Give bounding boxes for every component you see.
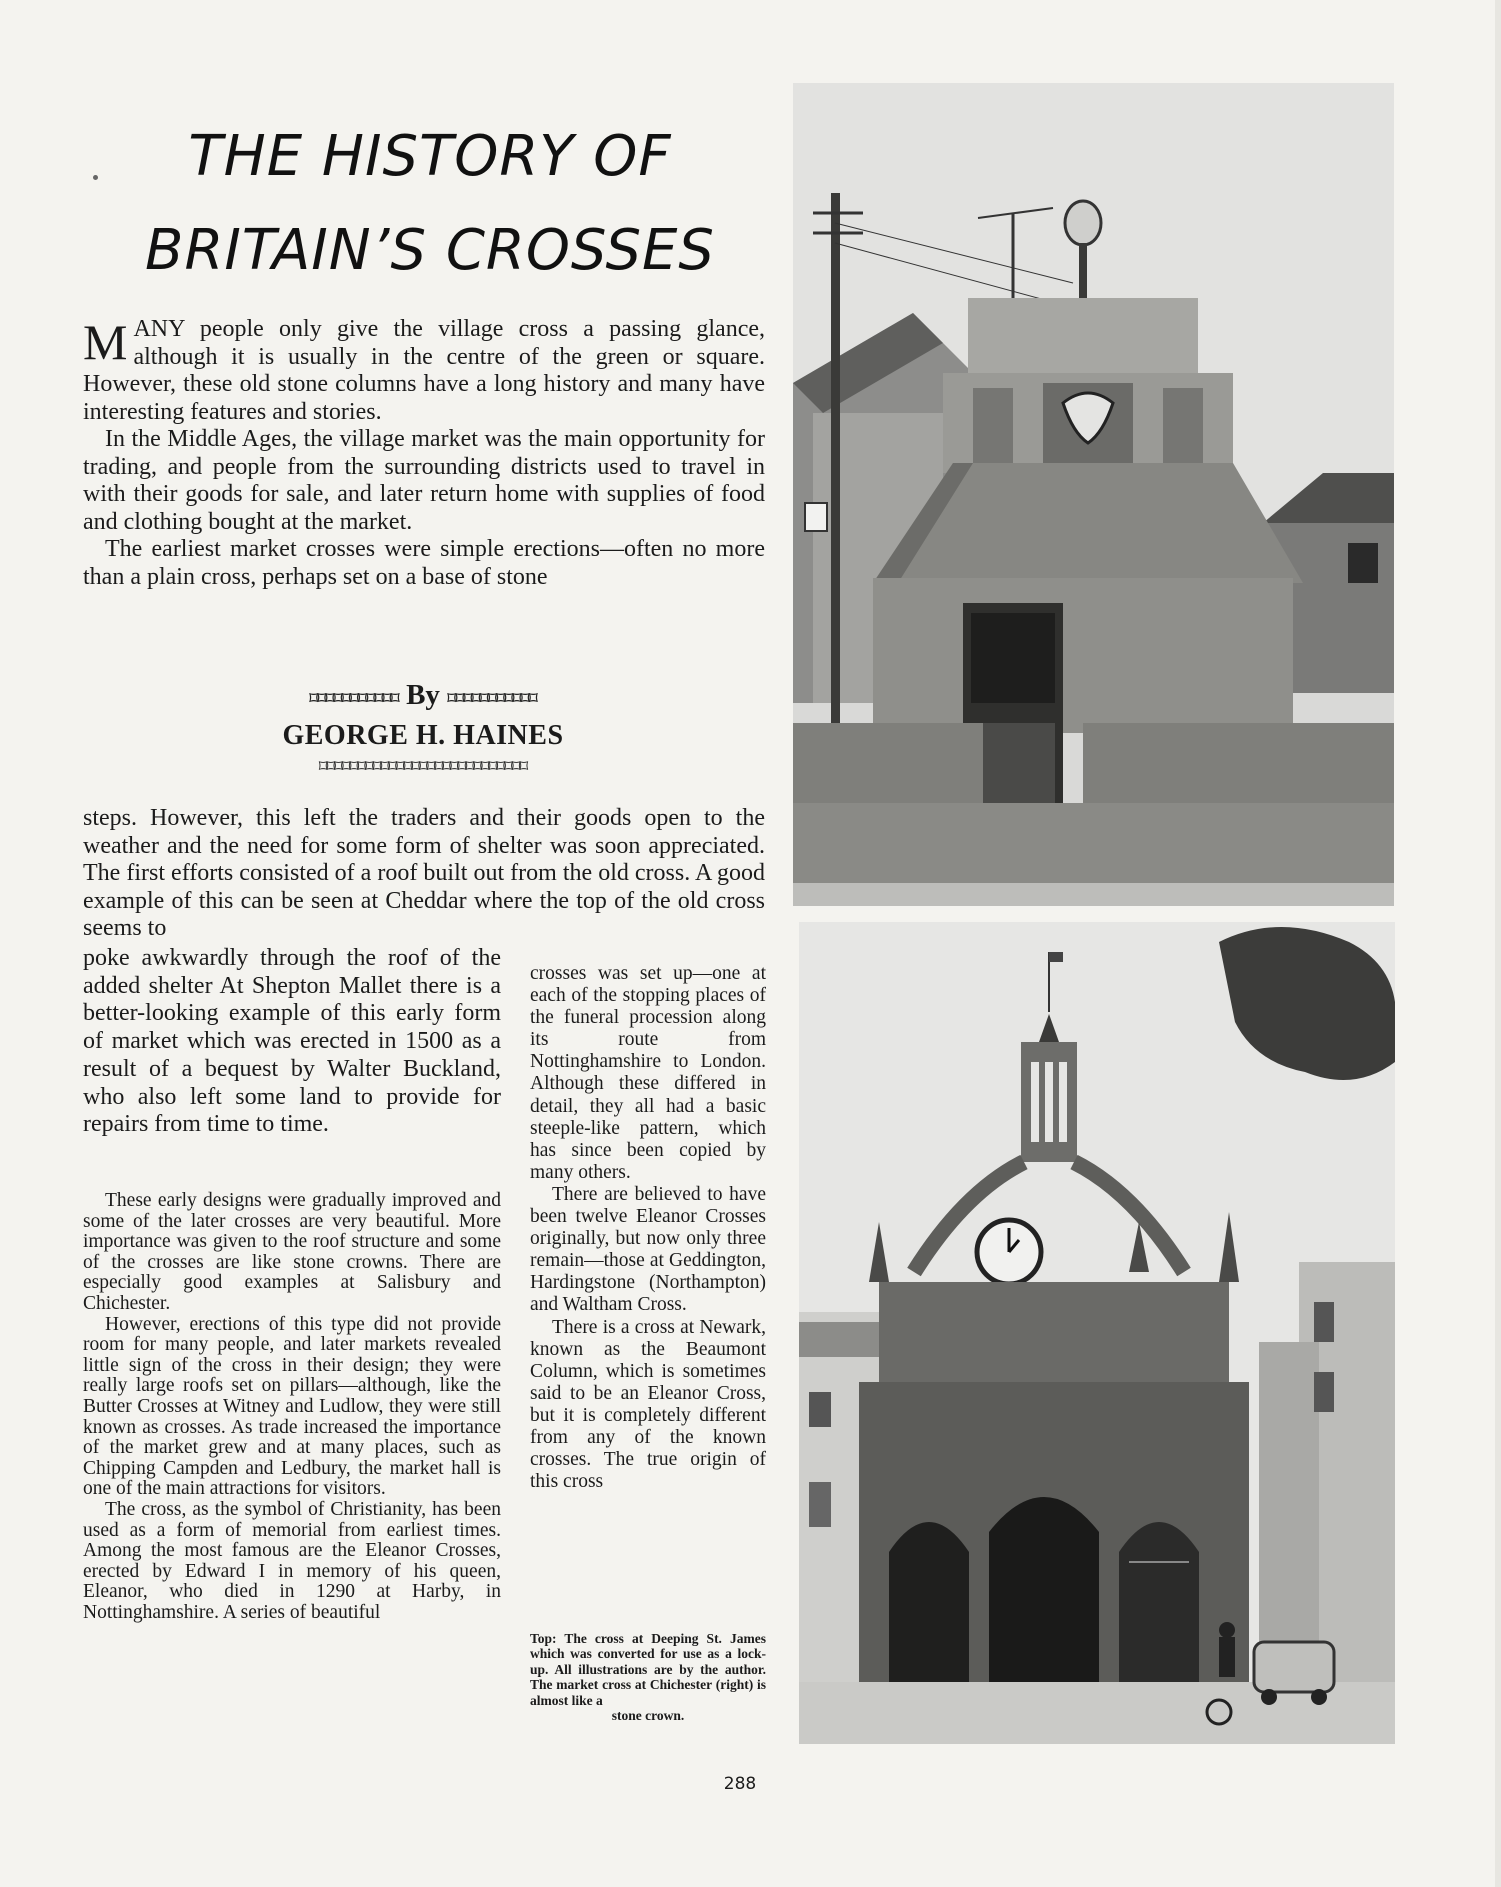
- intro-paragraph-1-text: ANY people only give the village cross a passing glance, although it is usually in the centre of the green or square. However, these old stone columns have a long history and many have interesting features and stories.: [83, 316, 765, 425]
- article-title: [80, 110, 780, 298]
- photo-chichester-cross: [799, 922, 1395, 1744]
- photo-deeping-cross: [793, 83, 1394, 906]
- column-right-paragraph-3: There is a cross at Newark, known as the Beaumont Column, which is sometimes said to be an Eleanor Cross, but it is completely different from any of the known crosses. The true origin of this cross: [530, 1316, 766, 1493]
- column-left-large: [83, 945, 501, 1139]
- byline-ornament-right: ⌑⌑⌑⌑⌑⌑⌑⌑⌑⌑⌑: [447, 689, 537, 708]
- intro-paragraph-2: In the Middle Ages, the village market was the main opportunity for trading, and people from the surrounding districts used to travel in with their goods for sale, and later return home with supplies of food and clothing bought at the market.: [83, 426, 765, 535]
- byline-by: By: [406, 679, 440, 711]
- title-line-1: THE HISTORY OF: [188, 124, 672, 189]
- caption-last-line: stone crown.: [611, 1708, 685, 1724]
- byline-ornament-left: ⌑⌑⌑⌑⌑⌑⌑⌑⌑⌑⌑: [309, 689, 399, 708]
- column-left-small: [83, 1191, 501, 1623]
- column-left-paragraph-4: The cross, as the symbol of Christianity, has been used as a form of memorial from earliest times. Among the most famous are the Eleanor Crosses, erected by Edward I in memory of his queen, Eleanor, who died in 1290 at Harby, in Nottinghamshire. A series of beautiful: [83, 1498, 501, 1623]
- byline-author: GEORGE H. HAINES: [282, 720, 564, 751]
- drop-cap: M: [83, 314, 128, 370]
- page-number: 288: [723, 1774, 757, 1794]
- intro-text: [83, 316, 765, 591]
- caption-text: Top: The cross at Deeping St. James which was converted for use as a lock-up. All illustrations are by the author. The market cross at Chichester (right) is almost like a: [530, 1631, 766, 1708]
- byline: [248, 678, 598, 776]
- column-left-paragraph-3: However, erections of this type did not provide room for many people, and later markets revealed little sign of the cross in their design; they were really large roofs set on pillars—although, like the Butter Crosses at Witney and Ludlow, they were still known as crosses. As trade increased the importance of the market grew and at many places, such as Chipping Campden and Ledbury, the market hall is one of the main attractions for visitors.: [83, 1313, 501, 1500]
- continuation-paragraph: steps. However, this left the traders and their goods open to the weather and the need for some form of shelter was soon appreciated. The first efforts consisted of a roof built out from the old cross. A good example of this can be seen at Cheddar where the top of the old cross seems to: [83, 805, 765, 941]
- column-right-paragraph-1: crosses was set up—one at each of the stopping places of the funeral procession along its route from Nottinghamshire to London. Although these differed in detail, they all had a basic steeple-like pattern, which has since been copied by many others.: [530, 963, 766, 1183]
- page-edge: [1495, 0, 1501, 1887]
- column-right: [530, 963, 766, 1493]
- byline-by-row: [248, 678, 598, 712]
- byline-ornament-bottom: ⌑⌑⌑⌑⌑⌑⌑⌑⌑⌑⌑⌑⌑⌑⌑⌑⌑⌑⌑⌑⌑⌑⌑⌑⌑⌑⌑: [318, 758, 528, 776]
- continuation-text: [83, 805, 765, 943]
- column-left-paragraph-2: These early designs were gradually improved and some of the later crosses are very beautiful. More importance was given to the roof structure and some of the crosses are like stone crowns. There are especially good examples at Salisbury and Chichester.: [83, 1190, 501, 1314]
- column-right-paragraph-2: There are believed to have been twelve Eleanor Crosses originally, but now only three remain—those at Geddington, Hardingstone (Northampton) and Waltham Cross.: [530, 1183, 766, 1316]
- photo-caption: [530, 1631, 766, 1723]
- intro-paragraph-3: The earliest market crosses were simple erections—often no more than a plain cross, perhaps set on a base of stone: [83, 536, 765, 590]
- column-left-large-paragraph: poke awkwardly through the roof of the added shelter At Shepton Mallet there is a better-looking example of this early form of market which was erected in 1500 as a result of a bequest by Walter Buckland, who also left some land to provide for repairs from time to time.: [83, 945, 501, 1138]
- title-line-2: BRITAIN’S CROSSES: [145, 218, 715, 283]
- intro-paragraph-1: [83, 316, 765, 426]
